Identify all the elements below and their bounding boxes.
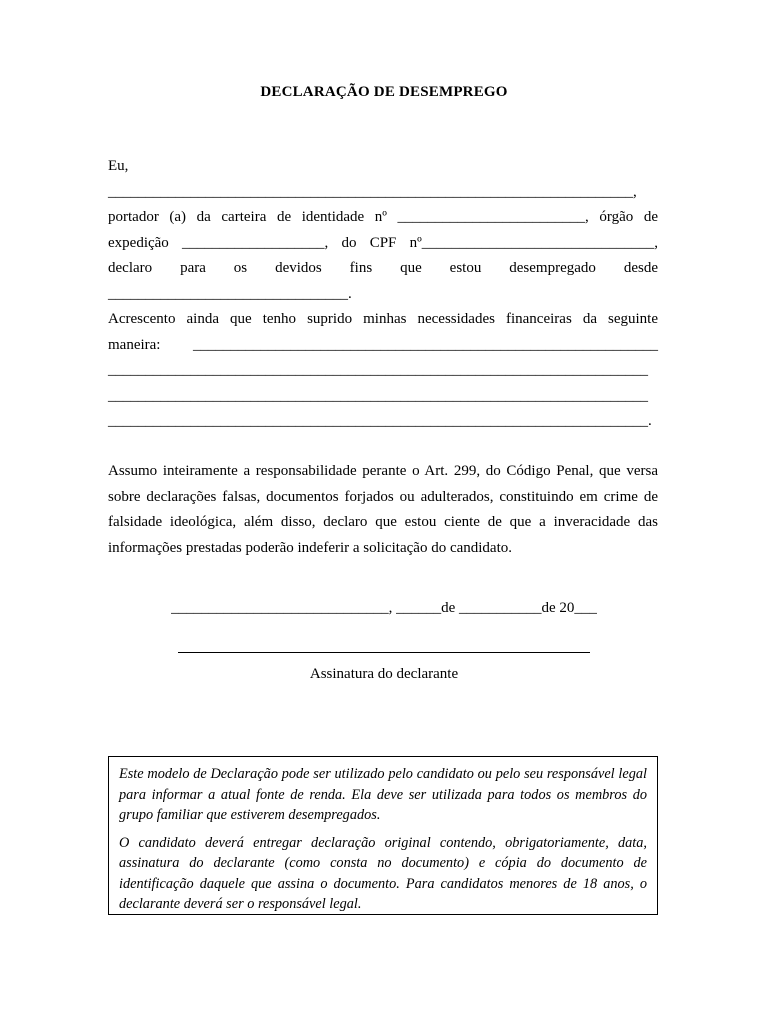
signature-line <box>178 652 590 653</box>
signature-label: Assinatura do declarante <box>309 666 459 682</box>
responsibility-line: sobre declarações falsas, documentos forjados ou adulterados, constituindo em crime de <box>108 488 658 505</box>
declaration-line-income: Acrescento ainda que tenho suprido minhas necessidades financeiras da seguinte <box>108 311 658 327</box>
declaration-line-cpf: expedição ___________________, do CPF nº_______________________________, <box>108 234 658 251</box>
declaration-blank-line: ________________________________________________________________________ <box>108 387 648 404</box>
responsibility-line: Assumo inteiramente a responsabilidade perante o Art. 299, do Código Penal, que versa <box>108 463 658 479</box>
declaration-line-manner: maneira: ______________________________________________________________ <box>108 336 658 353</box>
declaration-line-identity: portador (a) da carteira de identidade nº _________________________, órgão de <box>108 209 658 225</box>
place-date-line: _____________________________, ______de ___________de 20___ <box>171 600 597 616</box>
declaration-line-name: Eu, ______________________________________________________________________, <box>108 158 637 200</box>
instructions-note-box <box>108 756 658 915</box>
responsibility-line: falsidade ideológica, além disso, declaro que estou ciente de que a inveracidade das <box>108 514 658 530</box>
declaration-line-unemployed: declaro para os devidos fins que estou desempregado desde <box>108 260 658 276</box>
declaration-blank-line: ________________________________________________________________________. <box>108 413 652 429</box>
note-paragraph-requirements: O candidato deverá entregar declaração original contendo, obrigatoriamente, data, assinatura do declarante (como consta no documento) e cópia do documento de identificação daquele que assina o documento. Para candidatos menores de 18 anos, o declarante deverá ser o responsável legal. <box>119 834 647 912</box>
declaration-blank-line: ________________________________________________________________________ <box>108 362 648 378</box>
declaration-paragraph <box>108 154 658 435</box>
responsibility-paragraph <box>108 459 658 561</box>
responsibility-line: informações prestadas poderão indeferir a solicitação do candidato. <box>108 539 512 556</box>
document-title: DECLARAÇÃO DE DESEMPREGO <box>260 84 508 100</box>
note-paragraph-usage: Este modelo de Declaração pode ser utilizado pelo candidato ou pelo seu responsável legal para informar a atual fonte de renda. Ela deve ser utilizada para todos os membros do grupo familiar que estiverem desempregados. <box>119 766 647 823</box>
declaration-line-since: ________________________________. <box>108 285 352 302</box>
